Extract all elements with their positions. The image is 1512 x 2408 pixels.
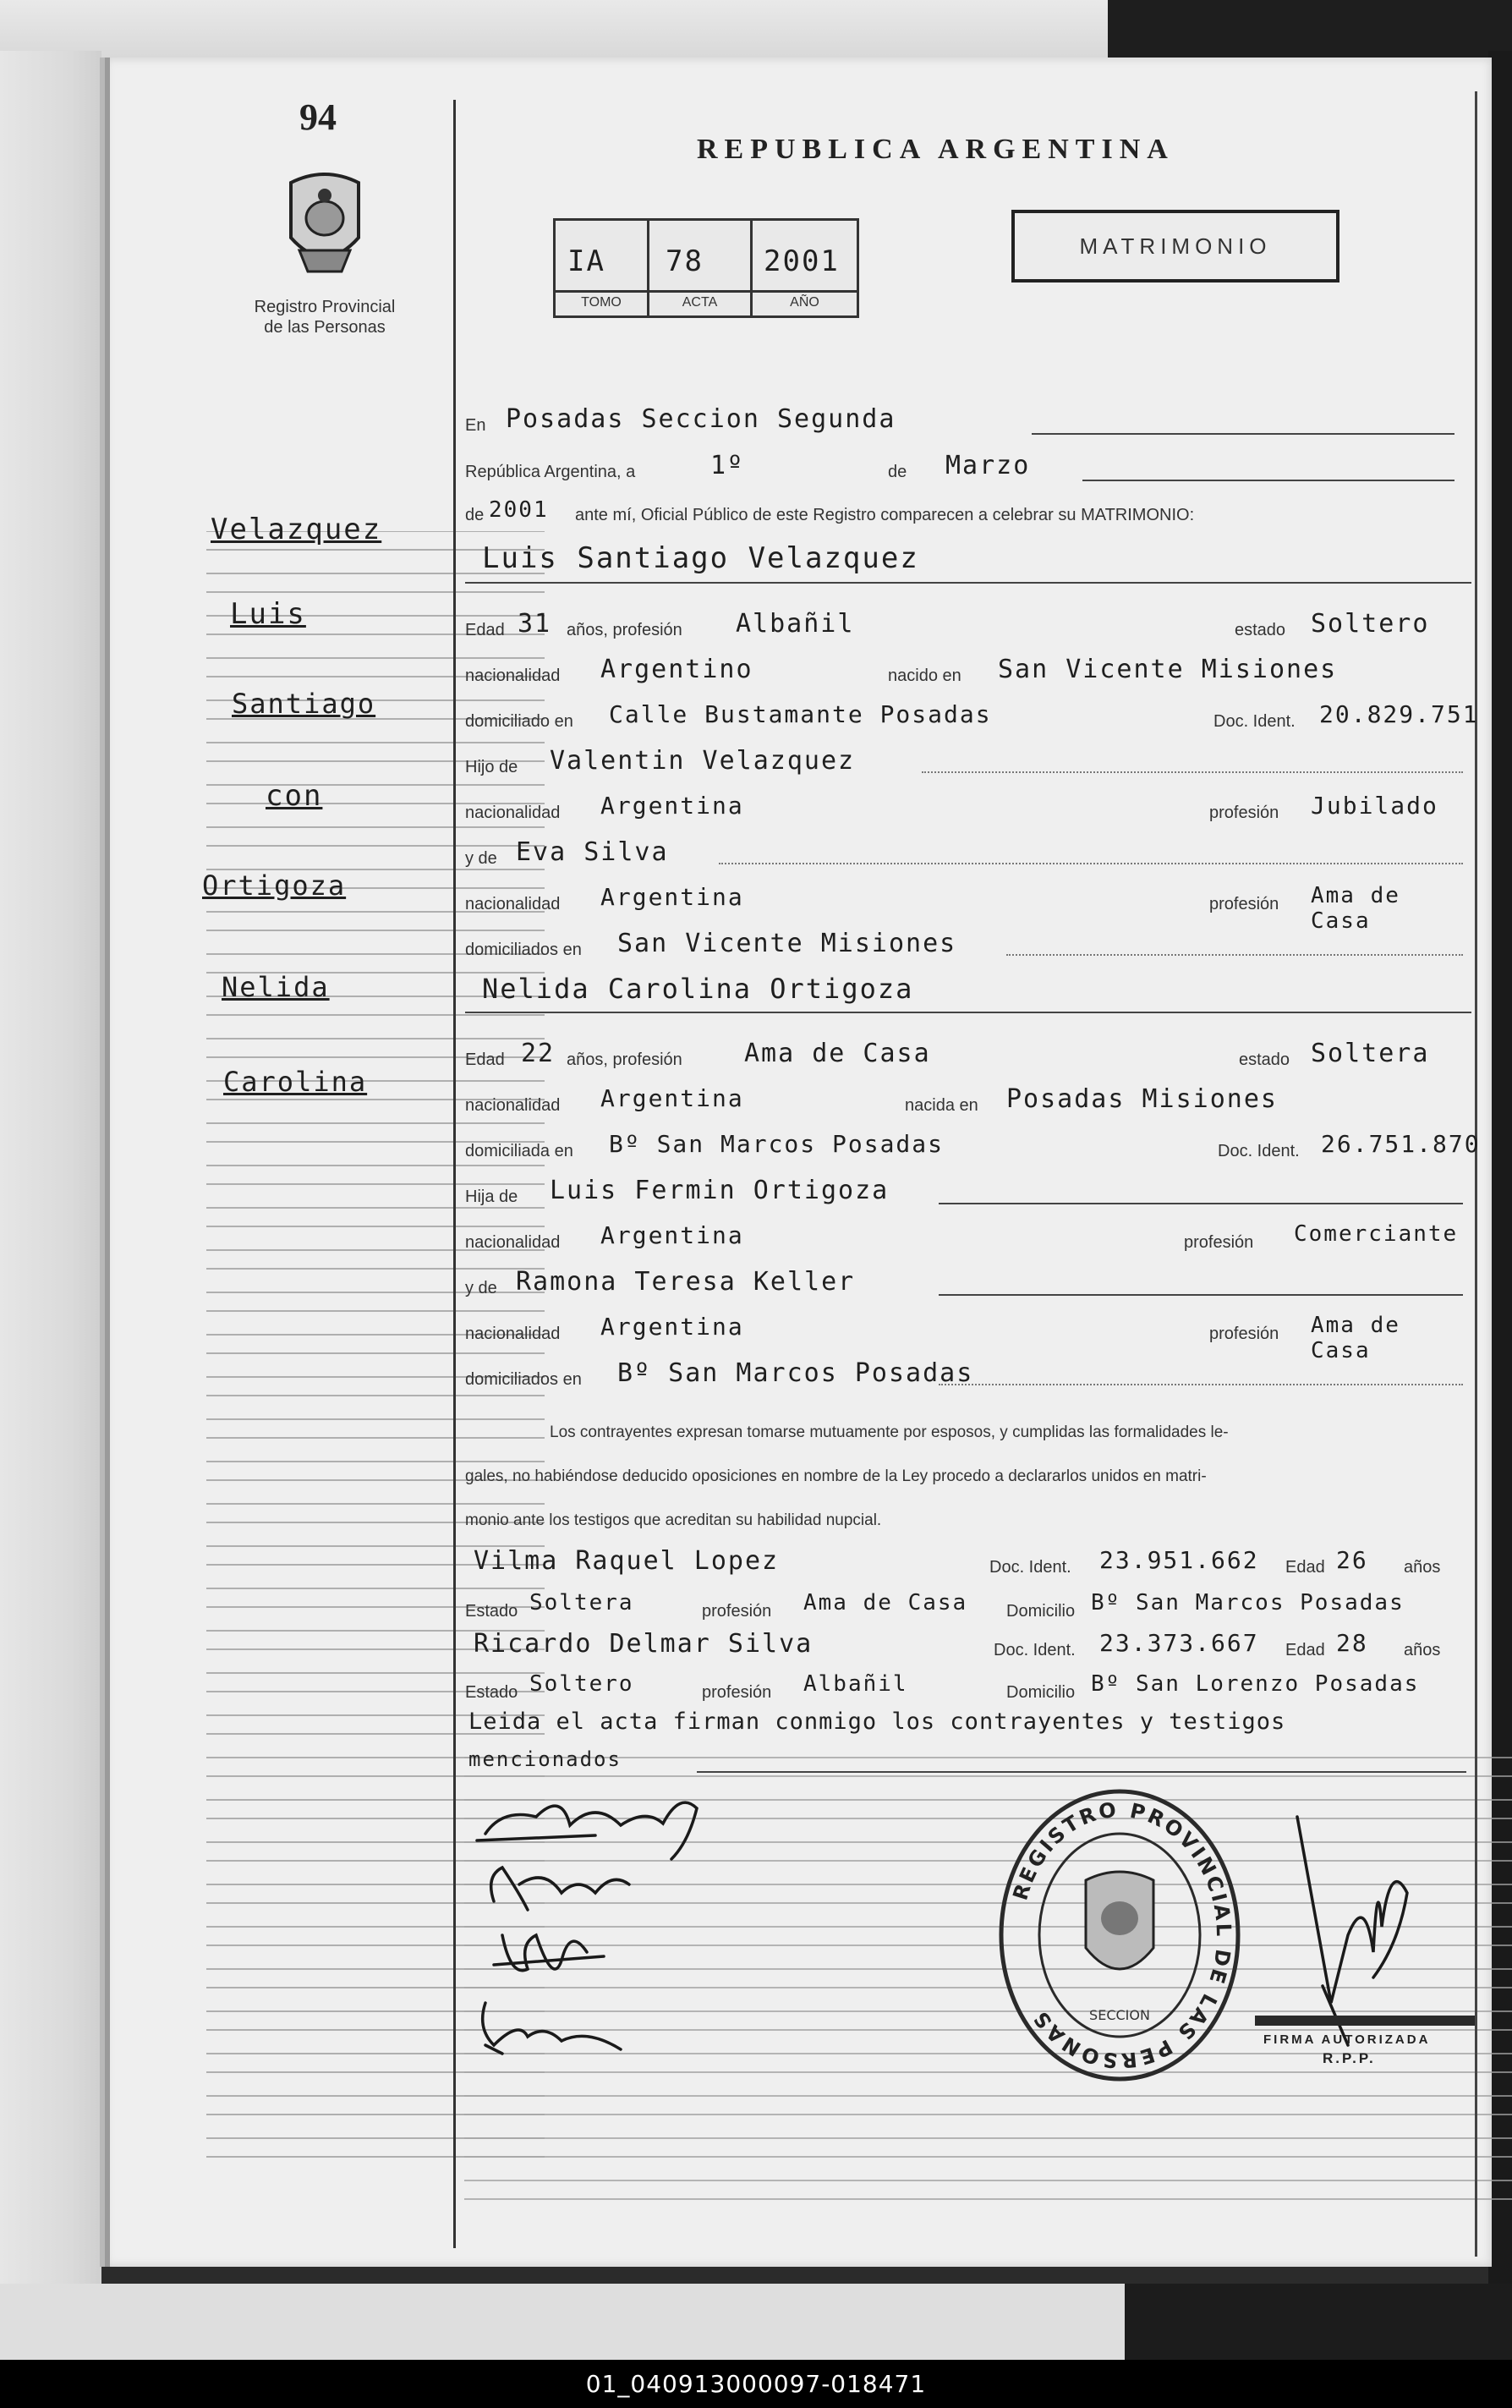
legal-paragraph	[465, 1411, 1463, 1543]
domiciliados-label: domiciliados en	[465, 1370, 582, 1389]
groom-father-nationality: Argentina	[600, 792, 744, 820]
witness1-status: Soltera	[529, 1590, 634, 1615]
en-label: En	[465, 416, 486, 435]
profesion-label: profesión	[1209, 1325, 1279, 1343]
margin-surname-groom: Velazquez	[211, 513, 382, 546]
officer-stamp-line1: FIRMA AUTORIZADA	[1263, 2032, 1431, 2047]
nacionalidad-label: nacionalidad	[465, 1233, 561, 1252]
groom-age: 31	[518, 609, 552, 639]
anio-label: AÑO	[790, 295, 819, 310]
column-divider	[453, 100, 456, 2248]
groom-father-nat-row	[465, 792, 1463, 826]
domicilio-label: Domicilio	[1006, 1602, 1076, 1621]
groom-father: Valentin Velazquez	[550, 746, 856, 776]
record-type-box: MATRIMONIO	[1011, 210, 1339, 282]
groom-mother-nat-row	[465, 883, 1463, 934]
date-row	[465, 451, 1463, 485]
groom-mother-nationality: Argentina	[600, 883, 744, 911]
margin-con: con	[266, 779, 323, 813]
closing-line-1: Leida el acta firman conmigo los contrayentes y testigos	[468, 1709, 1286, 1735]
registry-seal-icon	[993, 1779, 1246, 2092]
scan-bottom-paper	[0, 2284, 1125, 2360]
bride-mother-row	[465, 1267, 1463, 1301]
tomo-value: IA	[567, 244, 605, 278]
witness1-address: Bº San Marcos Posadas	[1091, 1590, 1405, 1615]
bride-doc: 26.751.870	[1321, 1130, 1481, 1158]
witness2-details-row	[465, 1671, 1463, 1705]
margin-name-bride-1: Nelida	[222, 971, 330, 1003]
profesion-label: profesión	[1209, 804, 1279, 822]
groom-birthplace: San Vicente Misiones	[998, 655, 1338, 684]
profesion-label: profesión	[702, 1602, 772, 1621]
bride-mother: Ramona Teresa Keller	[516, 1267, 856, 1297]
scan-top-edge	[0, 0, 1512, 59]
fill-line	[1082, 480, 1454, 481]
page-right-border	[1475, 91, 1477, 2257]
bride-birthplace: Posadas Misiones	[1006, 1084, 1278, 1114]
edad-label: Edad	[465, 1050, 505, 1069]
groom-address: Calle Bustamante Posadas	[609, 700, 992, 728]
groom-status: Soltero	[1311, 609, 1430, 639]
day-value: 1º	[710, 451, 745, 480]
witness2-row	[465, 1629, 1463, 1663]
registry-name	[232, 297, 418, 337]
edad-label: Edad	[465, 621, 505, 639]
appear-row	[465, 497, 1463, 531]
groom-nationality-row	[465, 655, 1463, 688]
anos-profesion-label: años, profesión	[567, 621, 682, 639]
groom-mother-row	[465, 837, 1463, 871]
anos-profesion-label: años, profesión	[567, 1050, 682, 1069]
witness1-profession: Ama de Casa	[803, 1590, 968, 1615]
hijo-label: Hijo de	[465, 758, 518, 776]
nacionalidad-label: nacionalidad	[465, 1096, 561, 1115]
officer-stamp-line2: R.P.P.	[1323, 2050, 1376, 2066]
yde-label: y de	[465, 1279, 497, 1297]
fill-line	[939, 1203, 1463, 1204]
bride-profession: Ama de Casa	[744, 1039, 931, 1068]
bride-mother-profession: Ama de Casa	[1311, 1313, 1400, 1363]
scan-dark-corner	[1108, 0, 1512, 59]
closing-rule	[697, 1771, 1466, 1773]
nacida-label: nacida en	[905, 1096, 978, 1115]
bride-full-name: Nelida Carolina Ortigoza	[482, 973, 914, 1005]
doc-label: Doc. Ident.	[994, 1641, 1076, 1659]
bride-address-row	[465, 1130, 1481, 1164]
nacionalidad-label: nacionalidad	[465, 1325, 561, 1343]
seal-outer-text-path: REGISTRO PROVINCIAL DE LAS PERSONAS	[1008, 1797, 1236, 2073]
groom-address-row	[465, 700, 1479, 734]
registry-line2: de las Personas	[264, 318, 386, 337]
bride-age-row	[465, 1039, 1463, 1072]
officer-name-redacted	[1255, 2016, 1475, 2026]
anos-label: años	[1404, 1641, 1441, 1659]
anos-label: años	[1404, 1558, 1441, 1577]
registry-line1: Registro Provincial	[254, 298, 396, 316]
witness1-row	[465, 1546, 1463, 1580]
bride-mother-nationality: Argentina	[600, 1313, 744, 1341]
witness2-name: Ricardo Delmar Silva	[474, 1629, 814, 1659]
bride-father-profession: Comerciante	[1294, 1221, 1459, 1247]
coat-of-arms-icon	[274, 166, 375, 284]
bride-age: 22	[521, 1039, 556, 1068]
place-value: Posadas Seccion Segunda	[506, 404, 896, 434]
edad-label: Edad	[1285, 1558, 1325, 1577]
bride-mother-nat-row	[465, 1313, 1463, 1363]
bride-father: Luis Fermin Ortigoza	[550, 1176, 890, 1205]
month-value: Marzo	[945, 451, 1031, 480]
bride-nationality: Argentina	[600, 1084, 744, 1112]
signature-witness2-icon	[483, 2003, 621, 2054]
bride-father-nationality: Argentina	[600, 1221, 744, 1249]
groom-nationality: Argentino	[600, 655, 753, 684]
estado-label: Estado	[465, 1683, 518, 1702]
domicilio-label: Domicilio	[1006, 1683, 1076, 1702]
witness2-age: 28	[1336, 1629, 1368, 1657]
page-number: 94	[299, 96, 337, 138]
domicilio-label: domiciliado en	[465, 712, 573, 731]
signature-witness1-icon	[494, 1935, 604, 1971]
groom-mother-profession: Ama de Casa	[1311, 883, 1400, 934]
bride-father-row	[465, 1176, 1463, 1209]
doc-label: Doc. Ident.	[1218, 1142, 1300, 1160]
form-body	[465, 58, 1481, 1749]
fill-line	[939, 1384, 1463, 1385]
doc-label: Doc. Ident.	[989, 1558, 1071, 1577]
witness2-status: Soltero	[529, 1671, 634, 1697]
scan-bottom-edge	[0, 2284, 1512, 2360]
closing-line-2: mencionados	[468, 1747, 622, 1771]
groom-father-row	[465, 746, 1463, 780]
bride-parents-address: Bº San Marcos Posadas	[617, 1358, 974, 1388]
scan-filename-bar: 01_040913000097-018471	[0, 2360, 1512, 2408]
place-row	[465, 404, 1463, 438]
anio-value: 2001	[764, 244, 840, 278]
groom-parents-address-row	[465, 929, 1463, 963]
groom-mother: Eva Silva	[516, 837, 669, 867]
margin-surname-bride: Ortigoza	[202, 869, 347, 902]
doc-label: Doc. Ident.	[1213, 712, 1296, 731]
domiciliada-label: domiciliada en	[465, 1142, 573, 1160]
republica-label: República Argentina, a	[465, 463, 636, 481]
witness2-doc: 23.373.667	[1099, 1629, 1259, 1657]
profesion-label: profesión	[1209, 895, 1279, 913]
fill-line	[922, 771, 1463, 773]
groom-parents-address: San Vicente Misiones	[617, 929, 957, 958]
legal-line-2: gales, no habiéndose deducido oposiciones en nombre de la Ley procedo a declararlos unidos en matri-	[465, 1467, 1207, 1485]
year-value: 2001	[489, 497, 549, 523]
fill-line	[1032, 433, 1454, 435]
fill-line	[719, 863, 1463, 864]
legal-line-3: monio ante los testigos que acreditan su habilidad nupcial.	[465, 1511, 882, 1529]
profesion-label: profesión	[1184, 1233, 1254, 1252]
nacionalidad-label: nacionalidad	[465, 895, 561, 913]
signature-groom-icon	[477, 1802, 697, 1859]
signature-bride-icon	[491, 1868, 629, 1910]
groom-father-profession: Jubilado	[1311, 792, 1438, 820]
domiciliados-label: domiciliados en	[465, 941, 582, 959]
seal-inner-text: SECCION	[1089, 2007, 1150, 2023]
bride-address: Bº San Marcos Posadas	[609, 1130, 945, 1158]
estado-label: estado	[1235, 621, 1286, 639]
bride-parents-address-row	[465, 1358, 1463, 1392]
groom-doc: 20.829.751	[1319, 700, 1479, 728]
hija-label: Hija de	[465, 1188, 518, 1206]
bride-nationality-row	[465, 1084, 1463, 1118]
page-left-edge	[105, 58, 110, 2267]
yde-label: y de	[465, 849, 497, 868]
bride-father-nat-row	[465, 1221, 1463, 1255]
groom-full-name: Luis Santiago Velazquez	[482, 541, 919, 575]
groom-profession: Albañil	[736, 609, 855, 639]
edad-label: Edad	[1285, 1641, 1325, 1659]
de-label: de	[888, 463, 907, 481]
witness1-doc: 23.951.662	[1099, 1546, 1259, 1574]
witness1-age: 26	[1336, 1546, 1368, 1574]
fill-line	[939, 1294, 1463, 1296]
signatures	[468, 1774, 807, 2096]
margin-name-groom-2: Santiago	[232, 688, 376, 720]
appear-text: ante mí, Oficial Público de este Registro comparecen a celebrar su MATRIMONIO:	[575, 506, 1195, 524]
legal-line-1: Los contrayentes expresan tomarse mutuamente por esposos, y cumplidas las formalidades le-	[550, 1423, 1229, 1441]
country-title: REPUBLICA ARGENTINA	[697, 134, 1175, 165]
register-page	[100, 58, 1492, 2267]
tomo-label: TOMO	[581, 295, 622, 310]
margin-name-groom-1: Luis	[230, 597, 306, 631]
witness1-name: Vilma Raquel Lopez	[474, 1546, 780, 1576]
groom-age-row	[465, 609, 1463, 643]
estado-label: Estado	[465, 1602, 518, 1621]
nacionalidad-label: nacionalidad	[465, 666, 561, 685]
bride-status: Soltera	[1311, 1039, 1430, 1068]
witness2-profession: Albañil	[803, 1671, 908, 1697]
acta-value: 78	[666, 244, 704, 278]
binding-edge	[0, 51, 101, 2301]
de-year-label: de	[465, 506, 485, 524]
margin-name-bride-2: Carolina	[223, 1066, 368, 1098]
fill-line	[1006, 954, 1463, 956]
acta-label: ACTA	[682, 295, 718, 310]
bride-name-rule	[465, 1012, 1471, 1013]
nacionalidad-label: nacionalidad	[465, 804, 561, 822]
estado-label: estado	[1239, 1050, 1290, 1069]
witness2-address: Bº San Lorenzo Posadas	[1091, 1671, 1420, 1697]
witness1-details-row	[465, 1590, 1463, 1624]
profesion-label: profesión	[702, 1683, 772, 1702]
nacido-label: nacido en	[888, 666, 961, 685]
groom-name-rule	[465, 582, 1471, 584]
